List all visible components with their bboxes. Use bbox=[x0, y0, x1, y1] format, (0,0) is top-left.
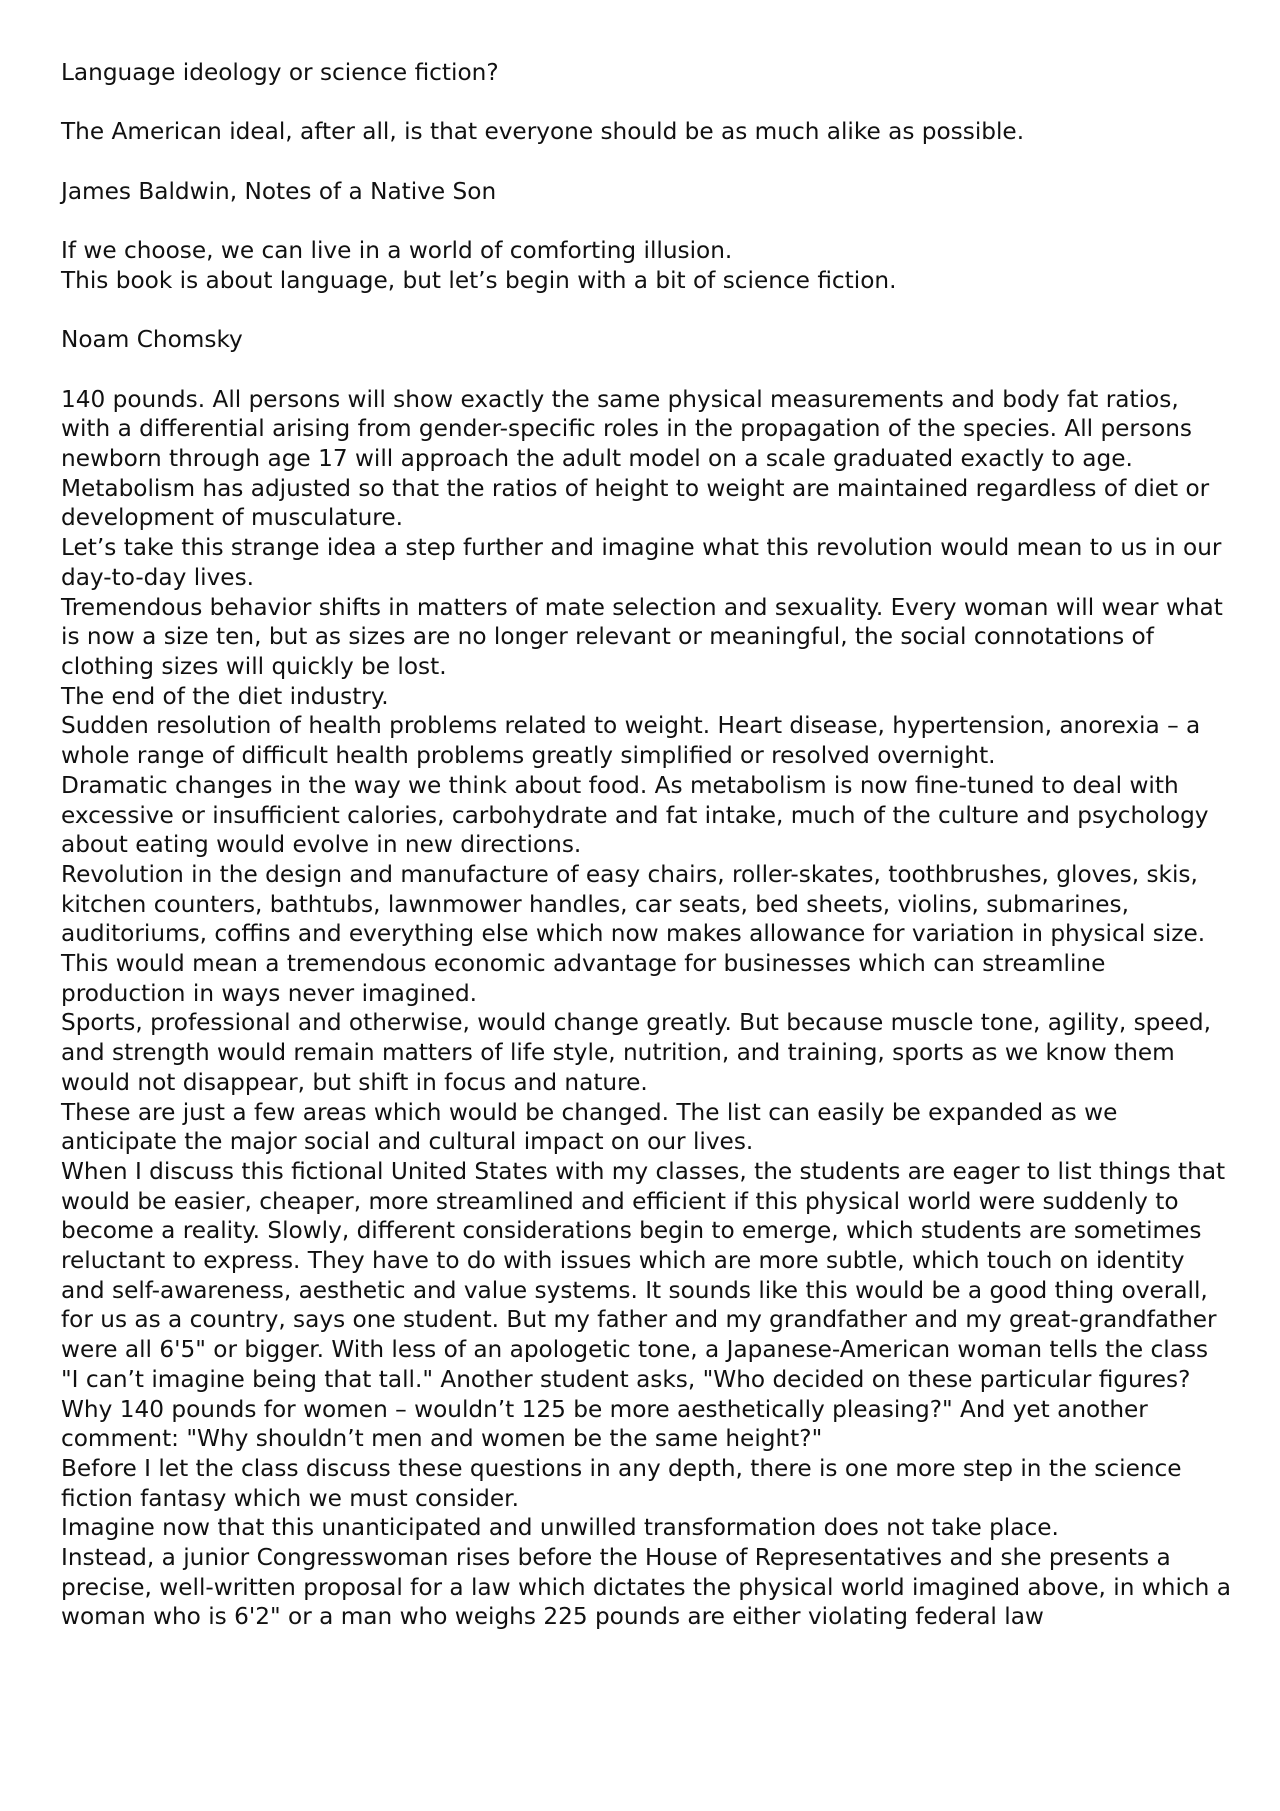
epigraph-quote: The American ideal, after all, is that everyone should be as much alike as possible. bbox=[61, 118, 1025, 146]
body-paragraph: Dramatic changes in the way we think about food. As metabolism is now fine-tuned to deal with excessive or insufficient calories, carbohydrate and fat intake, much of the culture and psychology about eating would evolve in new directions. bbox=[61, 771, 1209, 859]
spacer bbox=[61, 206, 1231, 236]
document-page bbox=[61, 58, 1231, 1632]
body-paragraph: Imagine now that this unanticipated and unwilled transformation does not take place. bbox=[61, 1514, 1059, 1542]
body-paragraph: Sports, professional and otherwise, would change greatly. But because muscle tone, agility, speed, and strength would remain matters of life style, nutrition, and training, sports as we know them would not disappear, but shift in focus and nature. bbox=[61, 1009, 1212, 1096]
body-paragraph: Before I let the class discuss these questions in any depth, there is one more step in the science fiction fantasy which we must consider. bbox=[61, 1454, 1182, 1512]
body-paragraph: These are just a few areas which would be changed. The list can easily be expanded as we anticipate the major social and cultural impact on our lives. bbox=[61, 1098, 1118, 1156]
epigraph-quote: If we choose, we can live in a world of comforting illusion. bbox=[61, 237, 733, 265]
body-paragraph: 140 pounds. All persons will show exactly the same physical measurements and body fat ratios, with a differential arising from gender-specific roles in the propagation of the species. All persons newborn through age 17 will approach the adult model on a scale graduated exactly to age. Metabolism has adjusted so that the ratios of height to weight are maintained regardless of diet or development of musculature. bbox=[61, 385, 1210, 532]
spacer bbox=[61, 147, 1231, 177]
body-paragraph: Sudden resolution of health problems related to weight. Heart disease, hypertension, anorexia – a whole range of difficult health problems greatly simplified or resolved overnight. bbox=[61, 712, 1201, 770]
body-paragraph: Instead, a junior Congresswoman rises before the House of Representatives and she presents a precise, well-written proposal for a law which dictates the physical world imagined above, in which a woman who is 6'2" or a man who weighs 225 pounds are either violating federal law bbox=[61, 1544, 1231, 1631]
document-title: Language ideology or science fiction? bbox=[61, 59, 499, 86]
body-paragraph: The end of the diet industry. bbox=[61, 682, 389, 710]
epigraph-attribution: Noam Chomsky bbox=[61, 326, 243, 354]
intro-paragraph: This book is about language, but let’s begin with a bit of science fiction. bbox=[61, 266, 897, 294]
spacer bbox=[61, 296, 1231, 326]
body-paragraph: Tremendous behavior shifts in matters of mate selection and sexuality. Every woman will wear what is now a size ten, but as sizes are no longer relevant or meaningful, the social connotations of clothing sizes will quickly be lost. bbox=[61, 593, 1223, 680]
spacer bbox=[61, 88, 1231, 118]
body-paragraph: Revolution in the design and manufacture of easy chairs, roller-skates, toothbrushes, gloves, skis, kitchen counters, bathtubs, lawnmower handles, car seats, bed sheets, violins, submarines, auditoriums, coffins and everything else which now makes allowance for variation in physical size. This would mean a tremendous economic advantage for businesses which can streamline production in ways never imagined. bbox=[61, 860, 1206, 1007]
body-paragraph: Let’s take this strange idea a step further and imagine what this revolution would mean to us in our day-to-day lives. bbox=[61, 534, 1222, 591]
body-paragraph: When I discuss this fictional United States with my classes, the students are eager to list things that would be easier, cheaper, more streamlined and efficient if this physical world were suddenly to become a reality. Slowly, different considerations begin to emerge, which students are sometimes reluctant to express. They have to do with issues which are more subtle, which touch on identity and self-awareness, aesthetic and value systems. It sounds like this would be a good thing overall, for us as a country, says one student. But my father and my grandfather and my great-grandfather were all 6'5" or bigger. With less of an apologetic tone, a Japanese-American woman tells the class "I can’t imagine being that tall." Another student asks, "Who decided on these particular figures? Why 140 pounds for women – wouldn’t 125 be more aesthetically pleasing?" And yet another comment: "Why shouldn’t men and women be the same height?" bbox=[61, 1157, 1226, 1453]
epigraph-attribution: James Baldwin, Notes of a Native Son bbox=[61, 177, 497, 205]
spacer bbox=[61, 355, 1231, 385]
